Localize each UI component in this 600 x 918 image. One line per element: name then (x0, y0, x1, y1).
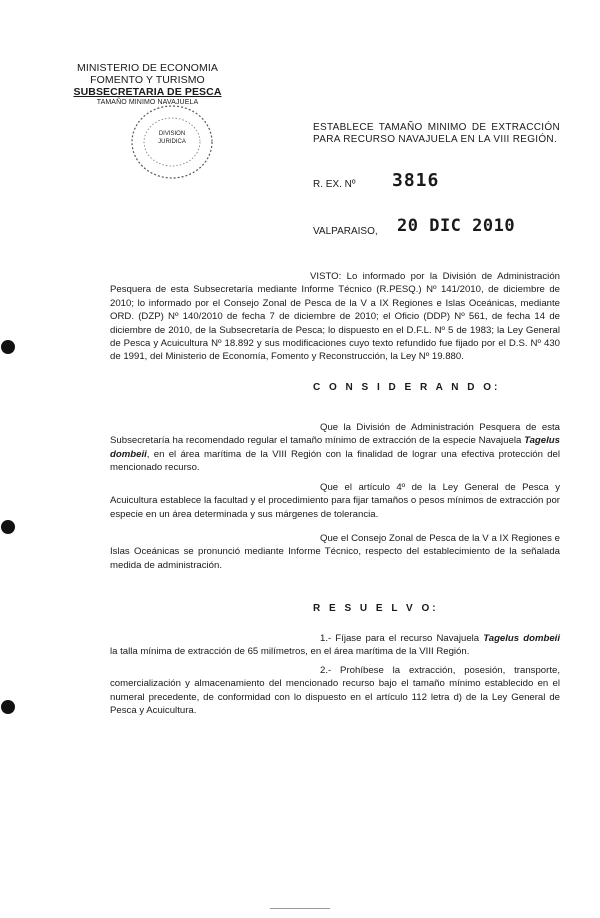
punch-hole (1, 340, 15, 354)
resolution-subject: ESTABLECE TAMAÑO MINIMO DE EXTRACCIÓN PARA RECURSO NAVAJUELA EN LA VIII REGIÓN. (313, 122, 560, 145)
resuelvo-1-text-end: la talla mínima de extracción de 65 milímetros, en el área marítima de la VIII Región. (110, 646, 470, 658)
resuelvo-1-text: 1.- Fíjase para el recurso Navajuela (320, 633, 484, 644)
considerando-1-text-end: , en el área marítima de la VIII Región con la finalidad de lograr una efectiva protección del mencionado recurso. (110, 448, 560, 474)
resuelvo-2-text: 2.- Prohíbese la extracción, posesión, transporte, comercialización y almacenamiento del mencionado recurso bajo el tamaño mínimo establecido en el numeral precedente, de conformidad con lo dispuesto en el artículo 112 letra d) de la Ley General de Pesca y Acuicultura. (110, 665, 560, 717)
considerando-paragraph-3 (110, 532, 560, 572)
visto-paragraph (110, 270, 560, 364)
species-name: Tagelus dombeii (110, 435, 560, 460)
letterhead-reference: TAMAÑO MINIMO NAVAJUELA (96, 99, 199, 106)
visto-lead: VISTO: (310, 271, 342, 282)
resolution-number: 3816 (392, 170, 440, 191)
resolution-label: R. EX. Nº (313, 179, 356, 190)
letterhead-subsecretariat: SUBSECRETARIA DE PESCA (73, 86, 222, 98)
seal-line-division: DIVISION (158, 131, 186, 137)
visto-text: Lo informado por la División de Administración Pesquera de esta Subsecretaría mediante Informe Técnico (R.PESQ.) Nº 141/2010, de diciembre de 2010; lo informado por el Consejo Zonal de Pesca de la V a IX Regiones e Islas Oceánicas, mediante ORD. (DZP) Nº 140/2010 de fecha 7 de diciembre de 2010; el Oficio (DDP) Nº 561, de fecha 14 de diciembre de 2010, de la Subsecretaría de Pesca; lo dispuesto en el D.F.L. Nº 5 de 1983; la Ley General de Pesca y Acuicultura Nº 18.892 y sus modificaciones cuyo texto refundido fue fijado por el D.S. Nº 430 de 1991, del Ministerio de Economía, Fomento y Reconstrucción, la Ley Nº 19.880. (110, 271, 560, 363)
place-label: VALPARAISO, (313, 226, 378, 237)
seal-line-juridica: JURIDICA (158, 139, 186, 145)
considerando-title: C O N S I D E R A N D O: (313, 382, 501, 393)
considerando-1-text: Que la División de Administración Pesquera de esta Subsecretaría ha recomendado regular el tamaño mínimo de extracción de la especie Navajuela (110, 422, 560, 447)
punch-hole (1, 520, 15, 534)
resuelvo-paragraph-1 (110, 632, 560, 659)
seal-label (150, 130, 194, 146)
punch-hole (1, 700, 15, 714)
considerando-paragraph-2 (110, 481, 560, 521)
letterhead-ministry: MINISTERIO DE ECONOMIA (76, 62, 219, 74)
species-name: Tagelus dombeii (483, 633, 561, 644)
considerando-paragraph-1 (110, 421, 560, 475)
page-footer-mark (270, 908, 330, 909)
letterhead-department: FOMENTO Y TURISMO (90, 74, 205, 86)
resuelvo-title: R E S U E L V O: (313, 603, 439, 614)
considerando-3-text: Que el Consejo Zonal de Pesca de la V a IX Regiones e Islas Oceánicas se pronunció mediante Informe Técnico, respecto del establecimiento de la señalada medida de administración. (110, 533, 560, 571)
resolution-date: 20 DIC 2010 (397, 216, 516, 236)
considerando-2-text: Que el artículo 4º de la Ley General de Pesca y Acuicultura establece la facultad y el procedimiento para fijar tamaños o pesos mínimos de extracción por especie en un área determinada y sus márgenes de tolerancia. (110, 482, 560, 520)
resuelvo-paragraph-2 (110, 664, 560, 718)
